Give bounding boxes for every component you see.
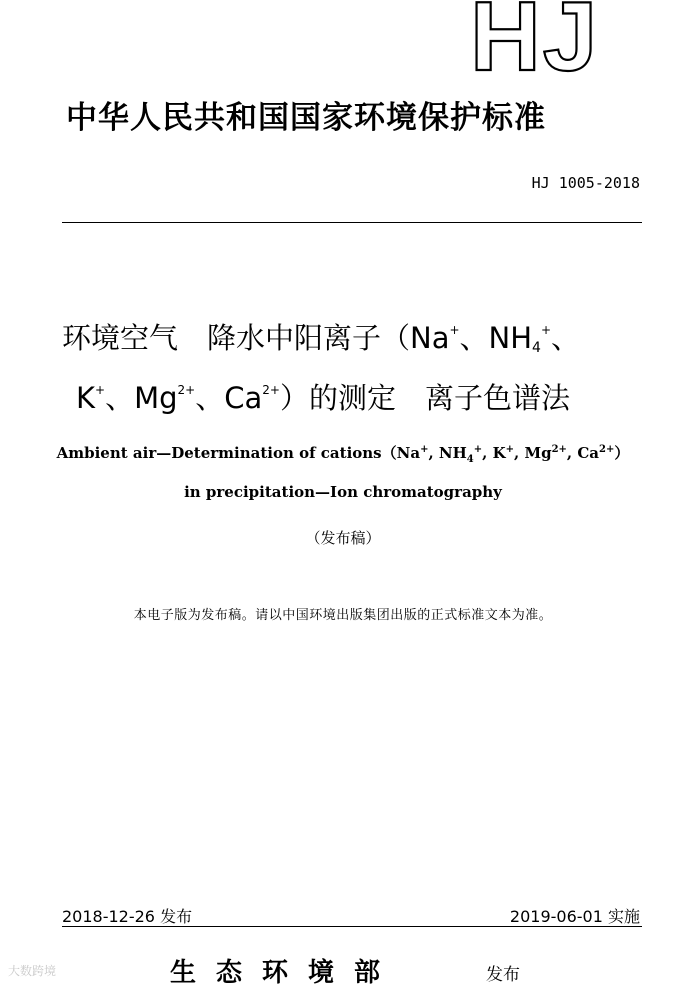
title-cn-line2 bbox=[76, 376, 570, 417]
title-en-sep1: , NH bbox=[428, 444, 467, 462]
issuing-department: 生态环境部 bbox=[170, 958, 401, 988]
title-cn-line1-end: 、 bbox=[551, 321, 581, 355]
edition-notice: 本电子版为发布稿。请以中国环境出版集团出版的正式标准文本为准。 bbox=[133, 608, 553, 623]
title-en-sep2: , K bbox=[482, 444, 506, 462]
title-en-sep3: , Mg bbox=[514, 444, 552, 462]
issuing-suffix: 发布 bbox=[486, 965, 520, 985]
title-cn-sep2: 、Mg bbox=[105, 381, 178, 415]
draft-label: （发布稿） bbox=[305, 529, 381, 547]
title-cn-line1 bbox=[62, 316, 580, 357]
footer-divider bbox=[62, 926, 642, 927]
header-divider bbox=[62, 222, 642, 223]
title-cn-k: K bbox=[76, 381, 96, 415]
na-charge: + bbox=[449, 323, 460, 337]
en-k-charge: + bbox=[505, 444, 515, 455]
title-en-sep4: , Ca bbox=[566, 444, 600, 462]
mg-charge: 2+ bbox=[177, 383, 196, 397]
title-en-line1-end: ） bbox=[614, 444, 630, 462]
en-na-charge: + bbox=[420, 444, 429, 455]
ca-charge: 2+ bbox=[262, 383, 280, 397]
standard-code: HJ 1005-2018 bbox=[531, 174, 640, 192]
hj-logo bbox=[470, 0, 630, 76]
organization-title: 中华人民共和国国家环境保护标准 bbox=[66, 100, 546, 136]
title-cn-prefix: 环境空气 降水中阳离子（Na bbox=[62, 321, 450, 355]
title-en-prefix: Ambient air—Determination of cations（Na bbox=[56, 444, 421, 462]
en-mg-charge: 2+ bbox=[551, 444, 567, 455]
title-cn-line2-end: ）的测定 离子色谱法 bbox=[279, 381, 570, 415]
title-cn-sep1: 、NH bbox=[459, 321, 533, 355]
en-nh-charge: + bbox=[473, 444, 483, 455]
nh-subscript: 4 bbox=[532, 340, 541, 356]
hj-logo-graphic bbox=[470, 0, 630, 76]
effective-date: 2019-06-01 实施 bbox=[509, 907, 640, 926]
k-charge: + bbox=[95, 383, 106, 397]
title-en-line1 bbox=[0, 442, 686, 465]
nh-charge: + bbox=[540, 323, 552, 337]
watermark: 大数跨境 bbox=[8, 964, 57, 978]
publish-date: 2018-12-26 发布 bbox=[62, 907, 193, 926]
title-cn-sep3: 、Ca bbox=[195, 381, 263, 415]
hj-logo-text: HJ bbox=[470, 0, 600, 76]
title-en-line2: in precipitation—Ion chromatography bbox=[184, 483, 502, 501]
en-nh-subscript: 4 bbox=[466, 454, 474, 465]
en-ca-charge: 2+ bbox=[599, 444, 615, 455]
